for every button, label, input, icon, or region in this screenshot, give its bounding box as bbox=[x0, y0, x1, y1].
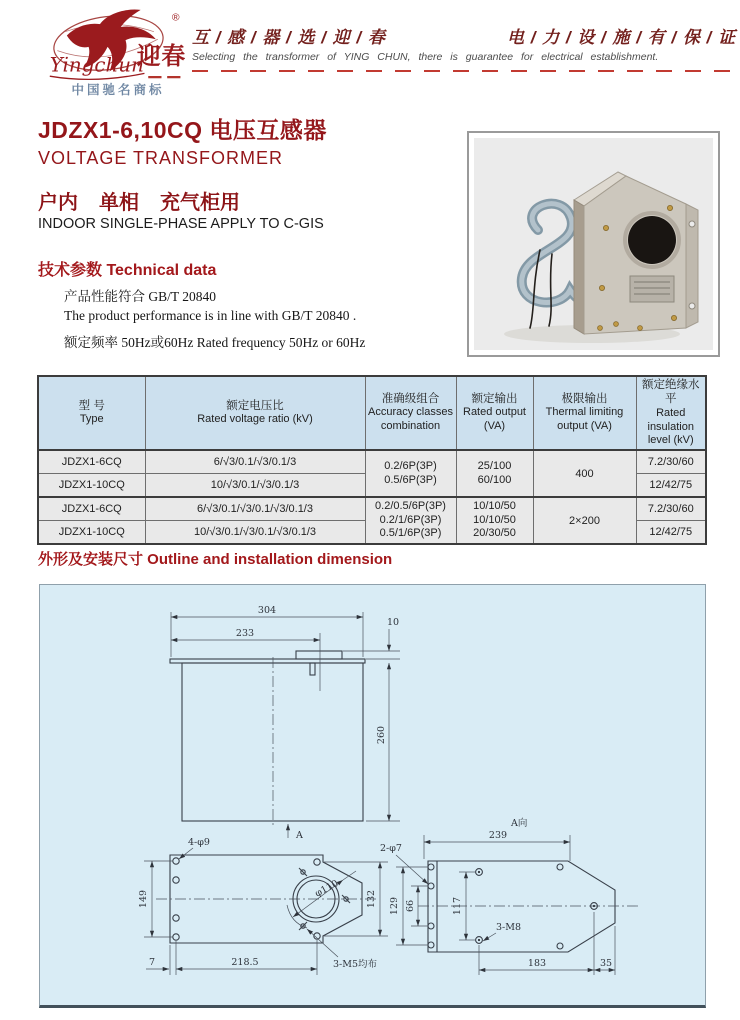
dim-239: 239 bbox=[488, 830, 508, 841]
dim-218-5: 218.5 bbox=[231, 957, 259, 968]
registered-mark: ® bbox=[171, 12, 180, 24]
dim-117: 117 bbox=[452, 896, 463, 916]
view-arrow-label: A bbox=[296, 830, 303, 841]
dim-183: 183 bbox=[527, 958, 547, 969]
usage-title-en: INDOOR SINGLE-PHASE APPLY TO C-GIS bbox=[38, 216, 324, 232]
table-row: JDZX1-6CQ 6/√3/0.1/√3/0.1/3 0.2/6P(3P) 0.5/6P(3P) 25/100 60/100 400 7.2/30/60 bbox=[38, 450, 706, 474]
label-2-d7: 2-φ7 bbox=[380, 843, 402, 854]
front-view bbox=[170, 605, 400, 841]
product-photo bbox=[467, 131, 720, 357]
label-4-d9: 4-φ9 bbox=[188, 837, 210, 848]
famous-trademark-label: 中国驰名商标 bbox=[71, 83, 165, 97]
brand-logo-icon bbox=[46, 5, 188, 83]
dim-66: 66 bbox=[405, 899, 416, 913]
table-row: JDZX1-10CQ 10/√3/0.1/√3/0.1/3 12/42/75 bbox=[38, 474, 706, 498]
spec-table bbox=[37, 375, 705, 545]
dim-10: 10 bbox=[386, 617, 400, 628]
col-insulation: 额定绝缘水平 Rated insulation level (kV) bbox=[636, 376, 706, 450]
dim-260: 260 bbox=[376, 725, 387, 745]
dim-7: 7 bbox=[148, 957, 156, 968]
dim-132: 132 bbox=[366, 889, 377, 909]
slogan-cn-left: 互 / 感 / 器 / 选 / 迎 / 春 bbox=[192, 28, 386, 47]
tech-line-3: 额定频率 50Hz或60Hz Rated frequency 50Hz or 60Hz bbox=[64, 335, 366, 350]
dim-233: 233 bbox=[235, 628, 255, 639]
col-type: 型 号 Type bbox=[38, 376, 145, 450]
outline-heading: 外形及安装尺寸 Outline and installation dimension bbox=[38, 551, 393, 568]
label-3-m8: 3-M8 bbox=[496, 922, 522, 933]
dim-35: 35 bbox=[599, 958, 613, 969]
dim-phi110: φ110 bbox=[313, 878, 341, 900]
dim-129: 129 bbox=[389, 896, 400, 916]
bottom-view bbox=[138, 837, 388, 975]
col-accuracy: 准确级组合 Accuracy classes combination bbox=[365, 376, 456, 450]
brand-script: Yingchun bbox=[49, 53, 144, 77]
dim-149: 149 bbox=[138, 889, 149, 909]
col-output: 额定输出 Rated output (VA) bbox=[456, 376, 533, 450]
a-view-title: A向 bbox=[511, 818, 528, 829]
technical-data-heading: 技术参数 Technical data bbox=[38, 262, 217, 279]
slogan-english: Selecting the transformer of YING CHUN, there is guarantee for electrical establishment. bbox=[192, 51, 659, 63]
page-title-en: VOLTAGE TRANSFORMER bbox=[38, 148, 284, 168]
table-row: JDZX1-6CQ 6/√3/0.1/√3/0.1/√3/0.1/3 0.2/0.5/6P(3P) 0.2/1/6P(3P) 0.5/1/6P(3P) 10/10/50 10/10/50 20/30/50 2×200 7.2/30/60 bbox=[38, 497, 706, 521]
a-view bbox=[380, 817, 640, 975]
tech-line-1: 产品性能符合 GB/T 20840 bbox=[64, 289, 217, 304]
table-row: JDZX1-10CQ 10/√3/0.1/√3/0.1/√3/0.1/3 12/42/75 bbox=[38, 521, 706, 545]
slogan-cn-right: 电 / 力 / 设 / 施 / 有 / 保 / 证 bbox=[506, 28, 736, 47]
header-row bbox=[38, 376, 706, 450]
header-dashed-rule bbox=[192, 70, 736, 72]
brand-cn: 迎春 bbox=[136, 43, 187, 70]
page-title: JDZX1-6,10CQ 电压互感器 bbox=[38, 117, 327, 143]
label-3-m5: 3-M5均布 bbox=[333, 959, 378, 970]
usage-title-cn: 户内 单相 充气柜用 bbox=[38, 192, 240, 214]
dimension-drawing bbox=[39, 584, 706, 1008]
col-thermal: 极限输出 Thermal limiting output (VA) bbox=[533, 376, 636, 450]
dim-304: 304 bbox=[257, 605, 277, 616]
col-ratio: 额定电压比 Rated voltage ratio (kV) bbox=[145, 376, 365, 450]
tech-line-2: The product performance is in line with GB/T 20840 . bbox=[64, 308, 357, 323]
header-slogan bbox=[192, 23, 736, 72]
